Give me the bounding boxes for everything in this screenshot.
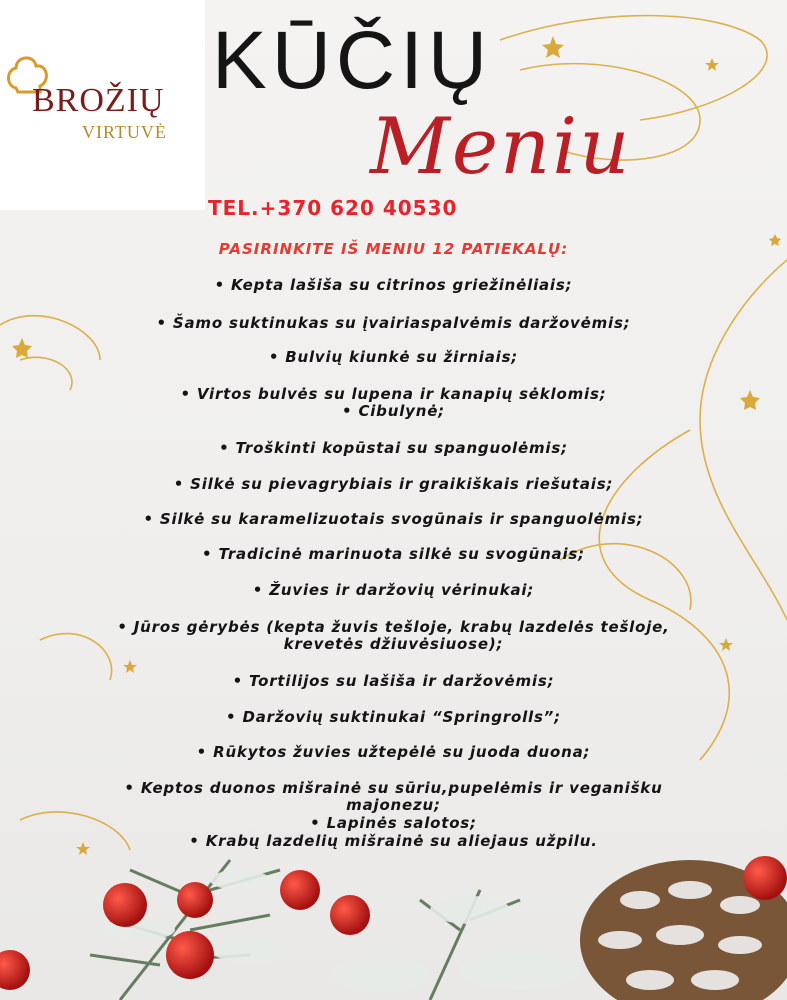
menu-item: • Tortilijos su lašiša ir daržovėmis; bbox=[30, 673, 757, 690]
menu-item: • Lapinės salotos; bbox=[30, 815, 757, 832]
menu-item: • Šamo suktinukas su įvairiaspalvėmis daržovėmis; bbox=[30, 315, 757, 332]
menu-item: • Tradicinė marinuota silkė su svogūnais; bbox=[30, 546, 757, 563]
menu-item: • Silkė su karamelizuotais svogūnais ir spanguolėmis; bbox=[30, 511, 757, 528]
menu-item: • Krabų lazdelių mišrainė su aliejaus užpilu. bbox=[30, 833, 757, 850]
star-icon bbox=[705, 58, 719, 71]
star-icon bbox=[123, 660, 137, 673]
menu-item: • Troškinti kopūstai su spanguolėmis; bbox=[30, 440, 757, 457]
menu-item: • Bulvių kiunkė su žirniais; bbox=[30, 349, 757, 366]
star-icon bbox=[12, 338, 32, 358]
menu-item: • Kepta lašiša su citrinos griežinėliais; bbox=[30, 277, 757, 294]
logo-brand-text: BROŽIŲ bbox=[32, 82, 165, 119]
menu-item: • Rūkytos žuvies užtepėlė su juoda duona; bbox=[30, 744, 757, 761]
logo bbox=[0, 0, 205, 210]
menu-item-continued: majonezu; bbox=[346, 796, 441, 814]
page-title: KŪČIŲ bbox=[212, 15, 493, 106]
menu-item: • Keptos duonos mišrainė su sūriu,pupelėmis ir veganišku bbox=[30, 780, 757, 797]
menu-item: • Daržovių suktinukai “Springrolls”; bbox=[30, 709, 757, 726]
menu-item: • Virtos bulvės su lupena ir kanapių sėklomis; bbox=[30, 386, 757, 403]
phone-number: TEL.+370 620 40530 bbox=[208, 196, 458, 220]
script-title: Meniu bbox=[370, 102, 632, 192]
logo-sub-text: VIRTUVĖ bbox=[82, 122, 167, 142]
menu-item: • Jūros gėrybės (kepta žuvis tešloje, krabų lazdelės tešloje, bbox=[30, 619, 757, 636]
menu-item: • Silkė su pievagrybiais ir graikiškais riešutais; bbox=[30, 476, 757, 493]
menu-subtitle: PASIRINKITE IŠ MENIU 12 PATIEKALŲ: bbox=[218, 240, 569, 258]
menu-item: • Žuvies ir daržovių vėrinukai; bbox=[30, 582, 757, 599]
menu-item: • Cibulynė; bbox=[30, 403, 757, 420]
star-icon bbox=[542, 36, 564, 58]
menu-item-continued: krevetės džiuvėsiuose); bbox=[283, 635, 504, 653]
